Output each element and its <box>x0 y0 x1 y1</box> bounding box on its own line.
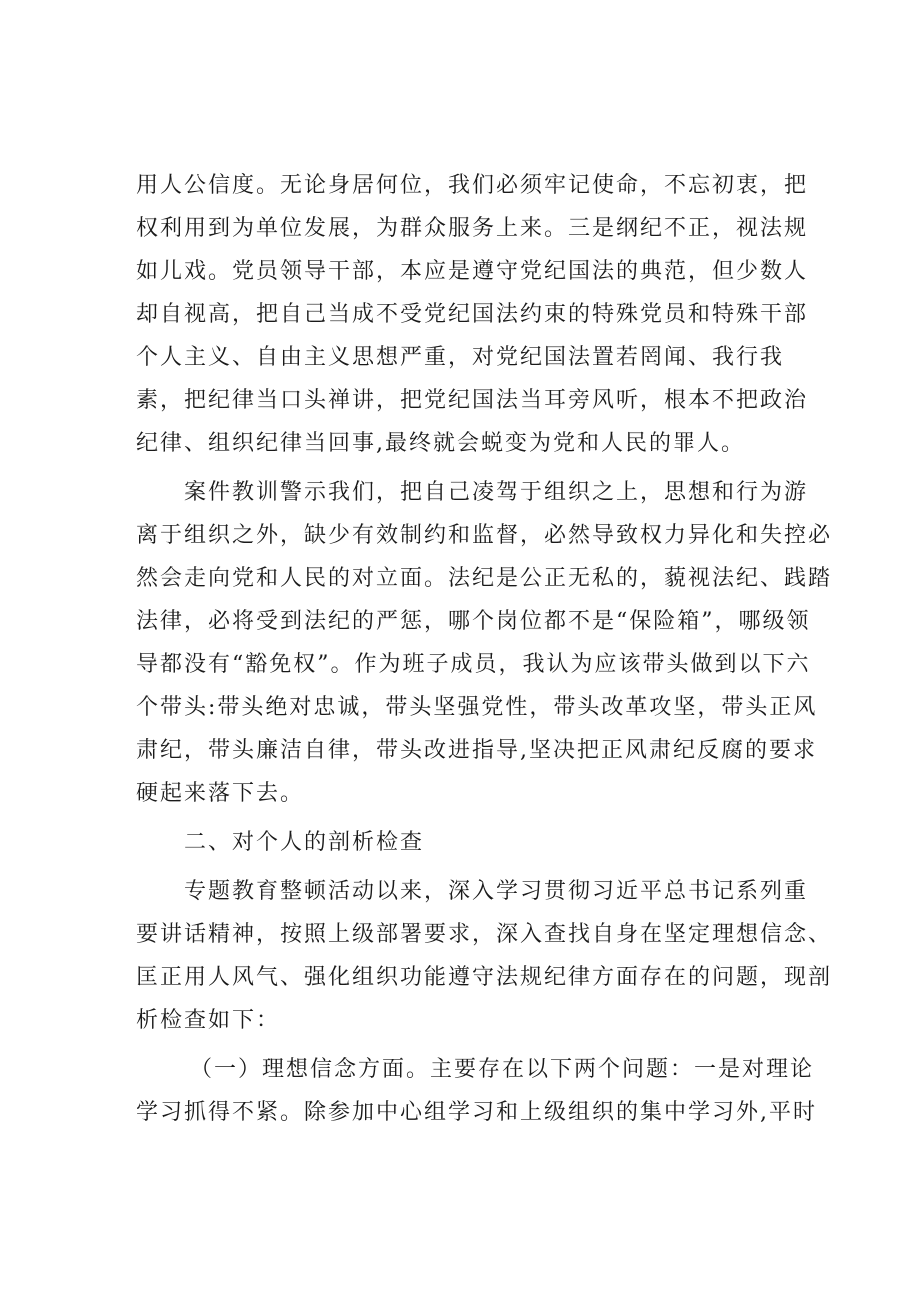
text-line: 素，把纪律当口头禅讲，把党纪国法当耳旁风听，根本不把政治 <box>136 388 809 413</box>
text-line: 如儿戏。党员领导干部，本应是遵守党纪国法的典范，但少数人 <box>136 259 809 284</box>
text-line: 法律，必将受到法纪的严惩，哪个岗位都不是“保险箱”，哪级领 <box>136 609 811 634</box>
text-line: 匡正用人风气、强化组织功能遵守法规纪律方面存在的问题，现剖 <box>136 965 833 990</box>
text-line: 肃纪，带头廉洁自律，带头改进指导,坚决把正风肃纪反腐的要求 <box>136 738 817 763</box>
paragraph-first-line: 专题教育整顿活动以来，深入学习贯彻习近平总书记系列重 <box>184 879 809 904</box>
text-line: 析检查如下： <box>136 1008 281 1033</box>
text-line: 个带头:带头绝对忠诚，带头坚强党性，带头改革攻坚，带头正风 <box>136 695 818 720</box>
text-line: 离于组织之外，缺少有效制约和监督，必然导致权力异化和失控必 <box>136 523 833 548</box>
subsection-first-line: （一）理想信念方面。主要存在以下两个问题：一是对理论 <box>190 1057 815 1082</box>
text-line: 却自视高，把自己当成不受党纪国法约束的特殊党员和特殊干部 <box>136 302 809 327</box>
section-heading: 二、对个人的剖析检查 <box>184 830 425 855</box>
text-line: 然会走向党和人民的对立面。法纪是公正无私的，藐视法纪、践踏 <box>136 566 833 591</box>
text-line: 纪律、组织纪律当回事,最终就会蜕变为党和人民的罪人。 <box>136 431 745 456</box>
text-line: 用人公信度。无论身居何位，我们必须牢记使命，不忘初衷，把 <box>136 173 809 198</box>
paragraph-first-line: 案件教训警示我们，把自己凌驾于组织之上，思想和行为游 <box>184 480 809 505</box>
text-line: 个人主义、自由主义思想严重，对党纪国法置若罔闻、我行我 <box>136 345 785 370</box>
text-line: 权利用到为单位发展，为群众服务上来。三是纲纪不正，视法规 <box>136 216 809 241</box>
text-line: 导都没有“豁免权”。作为班子成员，我认为应该带头做到以下六 <box>136 652 811 677</box>
text-line: 学习抓得不紧。除参加中心组学习和上级组织的集中学习外,平时 <box>136 1100 817 1125</box>
text-line: 要讲话精神，按照上级部署要求，深入查找自身在坚定理想信念、 <box>136 922 833 947</box>
text-line: 硬起来落下去。 <box>136 781 305 806</box>
